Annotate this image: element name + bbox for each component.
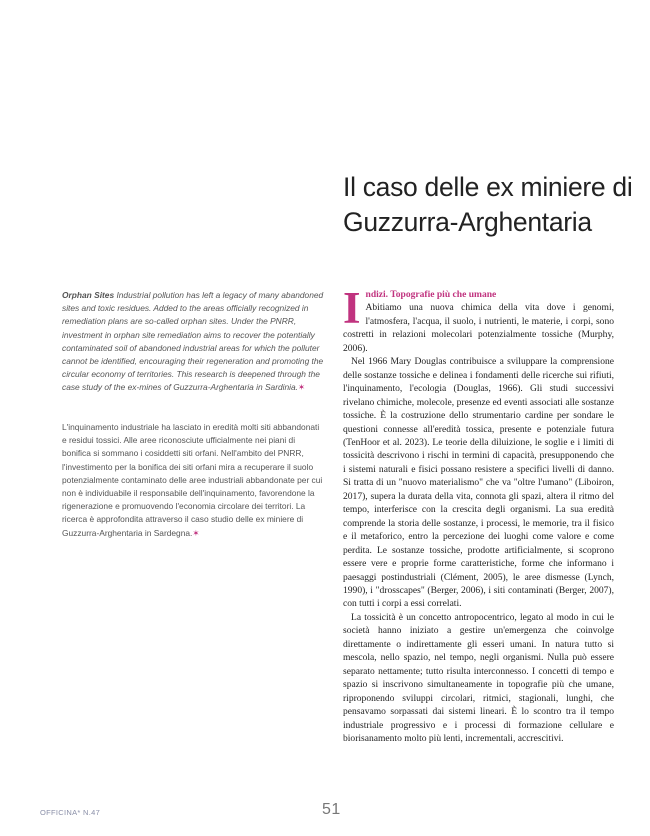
asterisk-marker-icon: ✶ [192, 527, 200, 538]
paragraph [343, 355, 614, 611]
paragraph-text: La tossicità è un concetto antropocentrico, legato al modo in cui le società hanno iniziato a gestire un'emergenza che coinvolge direttamente o indirettamente gli esseri umani. In natura tutto si mescola, nello spazio, nel tempo, negli organismi. Nulla può essere separato nettamente; tutto risulta interconnesso. I concetti di tempo e spazio si inscrivono simultaneamente in topografie più che umane, riproponendo sviluppi circolari, ritmici, stagionali, lunghi, che pensavamo sorpassati dai sistemi lineari. È lo scontro tra il tempo industriale progressivo e i processi di formazione cellulare e biorisanamento molto più lenti, incrementali, accrescitivi. [343, 611, 614, 744]
paragraph-text: Abitiamo una nuova chimica della vita dove i genomi, l'atmosfera, l'acqua, il suolo, i nutrienti, le materie, i corpi, sono costretti in relazioni molecolari potenzialmente tossiche (Murphy, 2006). [343, 302, 614, 354]
paragraph [343, 611, 614, 746]
asterisk-marker-icon: ✶ [298, 382, 306, 393]
journal-footer: OFFICINA* N.47 [40, 808, 101, 817]
abstract-english-lead: Orphan Sites [62, 290, 115, 300]
abstract-english [62, 289, 324, 395]
abstract-italian-text: L'inquinamento industriale ha lasciato in eredità molti siti abbandonati e residui tossici. Alle aree riconosciute ufficialmente nei piani di bonifica si sommano i cosiddetti siti orfani. Nell'ambito del PNRR, l'investimento per la bonifica dei siti orfani mira a recuperare il suolo potenzialmente contaminato delle aree industriali abbandonate per cui non è individuabile il responsabile dell'inquinamento, favorendone la rigenerazione e promuovendo l'economia circolare dei territori. La ricerca è approfondita attraverso il caso studio delle ex miniere di Guzzurra-Arghentaria in Sardegna. [62, 422, 323, 538]
first-paragraph [343, 283, 614, 355]
paragraph-text: Nel 1966 Mary Douglas contribuisce a sviluppare la comprensione delle sostanze tossiche e delinea i fondamenti delle ricerche sui rifiuti, l'inquinamento, l'ecologia (Douglas, 1966). Gli studi successivi rivelano chimiche, molecole, presenze ed eventi associati alle sostanze tossiche. È la costruzione dello strumentario cardine per sondare le questioni connesse all'eredità tossica, presente e potenziale futura (TenHoor et al. 2023). Le teorie della diluizione, le soglie e i limiti di tossicità descrivono i rischi in termini di capacità, presupponendo che i sistemi naturali e fisici possano resistere a specifici livelli di danno. Si tratta di un "nuovo materialismo" che va "oltre l'umano" (Liboiron, 2017), supera la durata della vita, connota gli spazi, altera il ritmo del tempo, interferisce con la crescita degli organismi. La sua eredità comprende la storia delle sostanze, i processi, le memorie, tra il fisico e il metaforico, entro la percezione dei luoghi come valore e come perdita. Le sostanze tossiche, prodotte artificialmente, si scoprono essere vere e proprie forme caratteristiche, forme che informano i paesaggi postindustriali (Clément, 2005), le aree dismesse (Lynch, 1990), i "drosscapes" (Berger, 2006), i siti contaminati (Berger, 2007), con tutti i corpi a essi correlati. [343, 356, 614, 610]
page-number: 51 [322, 801, 341, 818]
section-heading: ndizi. Topografie più che umane [365, 289, 497, 300]
article-body [343, 283, 614, 745]
abstract-english-text: Industrial pollution has left a legacy of many abandoned sites and toxic residues. Added to the areas officially recognized in remediation plans are so-called orphan sites. Under the PNRR, investment in orphan site remediation aims to recover the potentially contaminated soil of abandoned industrial areas for which the polluter cannot be identified, encouraging their regeneration and promoting the circular economy of territories. This research is deepened through the case study of the ex-mines of Guzzurra-Arghentaria in Sardinia. [62, 290, 324, 393]
drop-cap: I [343, 283, 361, 333]
abstract-italian [62, 421, 324, 540]
article-title: Il caso delle ex miniere di Guzzurra-Arghentaria [343, 172, 633, 237]
